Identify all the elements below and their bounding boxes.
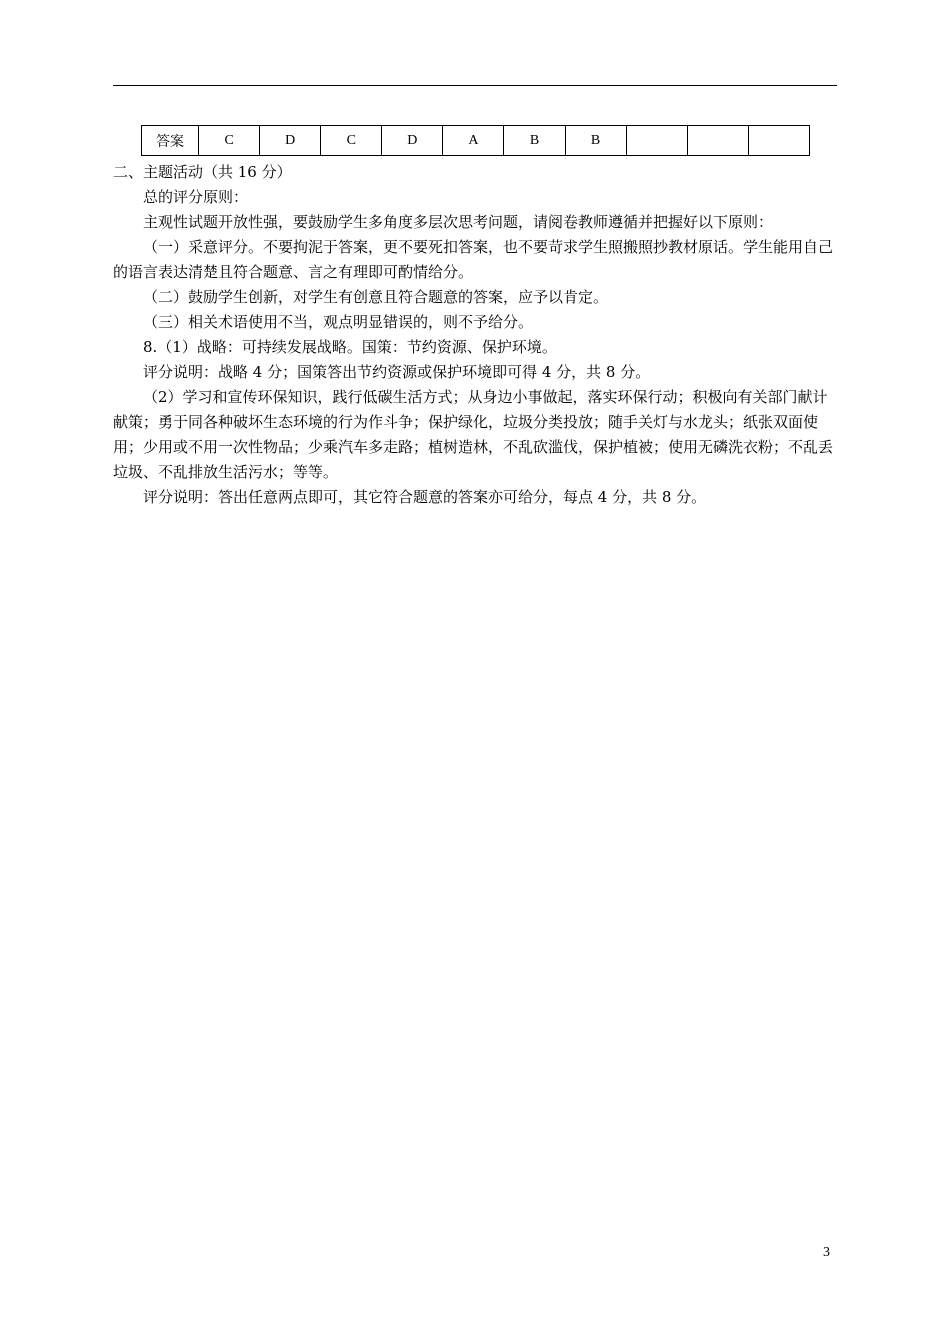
principle-intro: 主观性试题开放性强，要鼓励学生多角度多层次思考问题，请阅卷教师遵循并把握好以下原则： xyxy=(143,213,774,231)
answer-cell-10 xyxy=(748,126,809,156)
answer-cell-6: B xyxy=(504,126,565,156)
section-heading: 二、主题活动（共 16 分） xyxy=(113,163,292,181)
section-2-content xyxy=(113,160,841,510)
answer-cell-5: A xyxy=(443,126,504,156)
q8-part2-scoring: 评分说明：答出任意两点即可，其它符合题意的答案亦可给分，每点 4 分，共 8 分。 xyxy=(143,488,707,506)
rule-2: （二）鼓励学生创新，对学生有创意且符合题意的答案，应予以肯定。 xyxy=(143,288,609,306)
q8-part1-scoring: 评分说明：战略 4 分；国策答出节约资源或保护环境即可得 4 分，共 8 分。 xyxy=(143,363,651,381)
rule-3: （三）相关术语使用不当，观点明显错误的，则不予给分。 xyxy=(143,313,534,331)
answer-table xyxy=(141,125,810,156)
answer-cell-7: B xyxy=(565,126,626,156)
answer-cell-4: D xyxy=(382,126,443,156)
answer-cell-8 xyxy=(626,126,687,156)
header-rule xyxy=(113,85,837,86)
answer-cell-9 xyxy=(687,126,748,156)
answer-table-label: 答案 xyxy=(142,126,199,156)
answer-cell-3: C xyxy=(321,126,382,156)
principle-title: 总的评分原则： xyxy=(143,188,249,206)
page-number: 3 xyxy=(823,1245,830,1260)
q8-part2-answer: （2）学习和宣传环保知识，践行低碳生活方式；从身边小事做起，落实环保行动；积极向有关部门献计献策；勇于同各种破坏生态环境的行为作斗争；保护绿化，垃圾分类投放；随手关灯与水龙头；纸张双面使用；少用或不用一次性物品；少乘汽车多走路；植树造林，不乱砍滥伐，保护植被；使用无磷洗衣粉；不乱丢垃圾、不乱排放生活污水；等等。 xyxy=(113,388,834,481)
answer-cell-1: C xyxy=(199,126,260,156)
answer-table-row xyxy=(142,126,810,156)
answer-cell-2: D xyxy=(260,126,321,156)
q8-part1-answer: 8.（1）战略：可持续发展战略。国策：节约资源、保护环境。 xyxy=(143,338,557,356)
rule-1: （一）采意评分。不要拘泥于答案，更不要死扣答案，也不要苛求学生照搬照抄教材原话。学生能用自己的语言表达清楚且符合题意、言之有理即可酌情给分。 xyxy=(113,238,834,281)
